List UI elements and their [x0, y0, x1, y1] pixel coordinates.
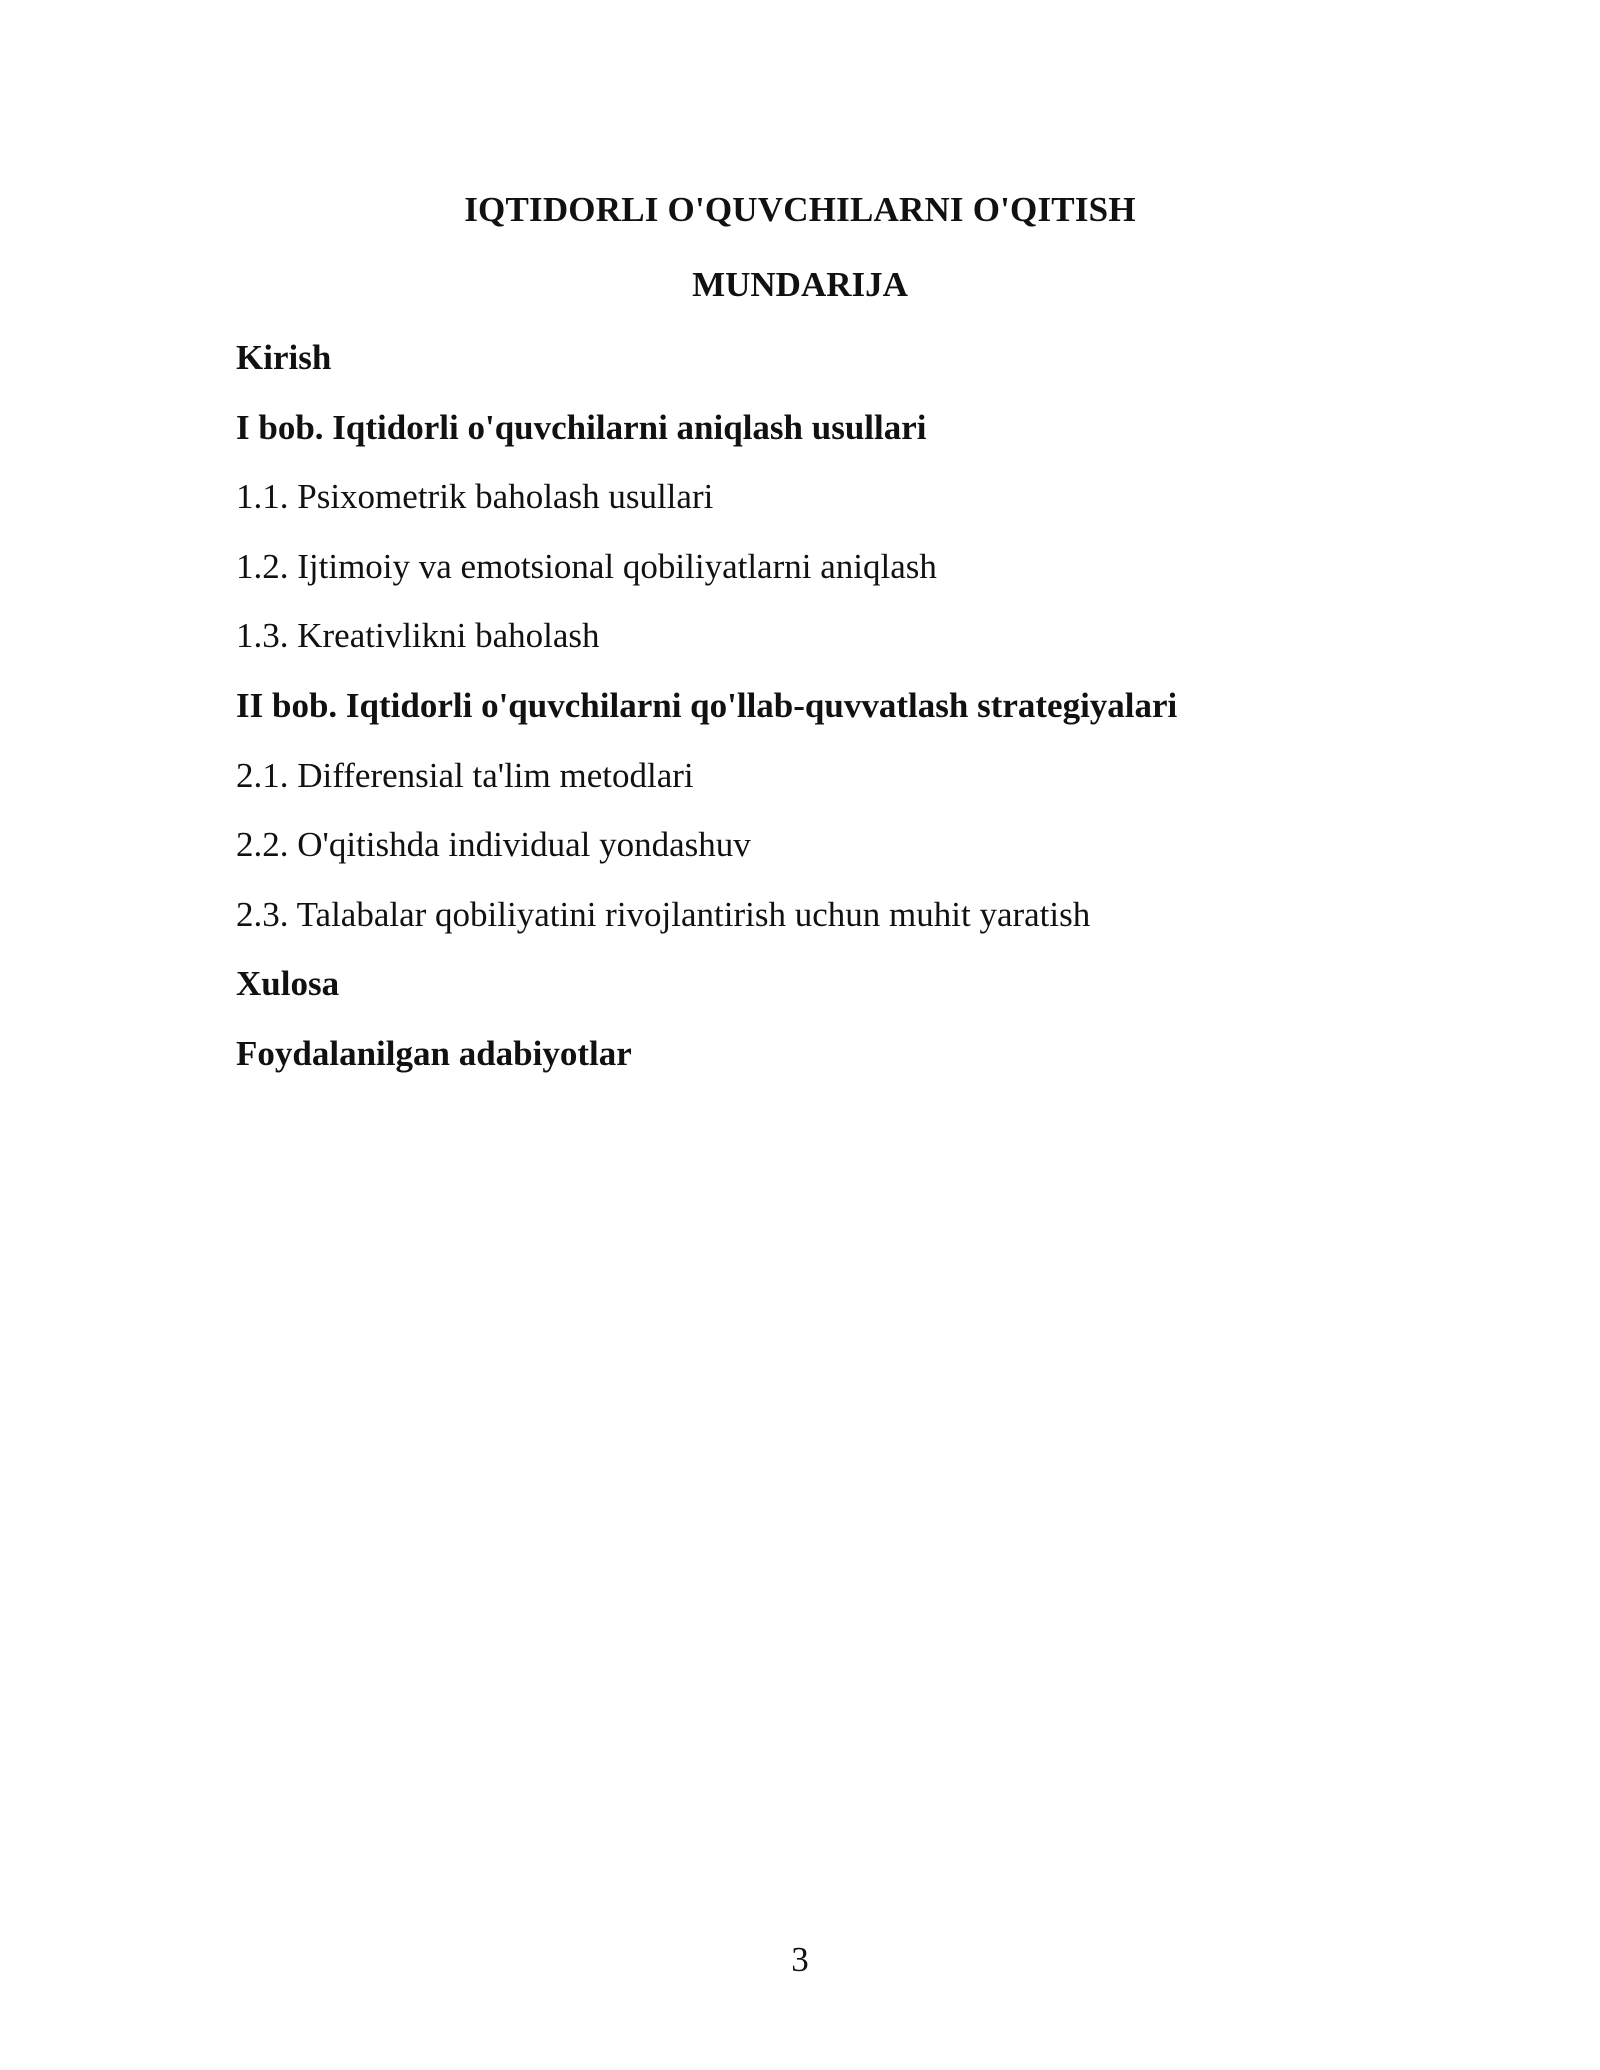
toc-entry-chapter-1: I bob. Iqtidorli o'quvchilarni aniqlash usullari — [236, 407, 927, 447]
toc-entry-section-2-3: 2.3. Talabalar qobiliyatini rivojlantirish uchun muhit yaratish — [236, 894, 1091, 934]
toc-entry-section-2-2: 2.2. O'qitishda individual yondashuv — [236, 825, 751, 865]
toc-entry-introduction: Kirish — [236, 338, 332, 377]
toc-entry-conclusion: Xulosa — [236, 964, 340, 1004]
toc-entry-section-1-2: 1.2. Ijtimoiy va emotsional qobiliyatlarni aniqlash — [236, 546, 937, 586]
document-title: IQTIDORLI O'QUVCHILARNI O'QITISH — [464, 190, 1136, 229]
table-of-contents — [236, 338, 1436, 1104]
toc-entry-section-1-3: 1.3. Kreativlikni baholash — [236, 616, 600, 656]
toc-entry-chapter-2: II bob. Iqtidorli o'quvchilarni qo'llab-quvvatlash strategiyalari — [236, 685, 1178, 725]
toc-entry-section-2-1: 2.1. Differensial ta'lim metodlari — [236, 755, 694, 795]
toc-entry-section-1-1: 1.1. Psixometrik baholash usullari — [236, 477, 714, 517]
page-number: 3 — [791, 1940, 809, 1979]
toc-entry-references: Foydalanilgan adabiyotlar — [236, 1033, 632, 1073]
toc-heading: MUNDARIJA — [692, 265, 908, 304]
